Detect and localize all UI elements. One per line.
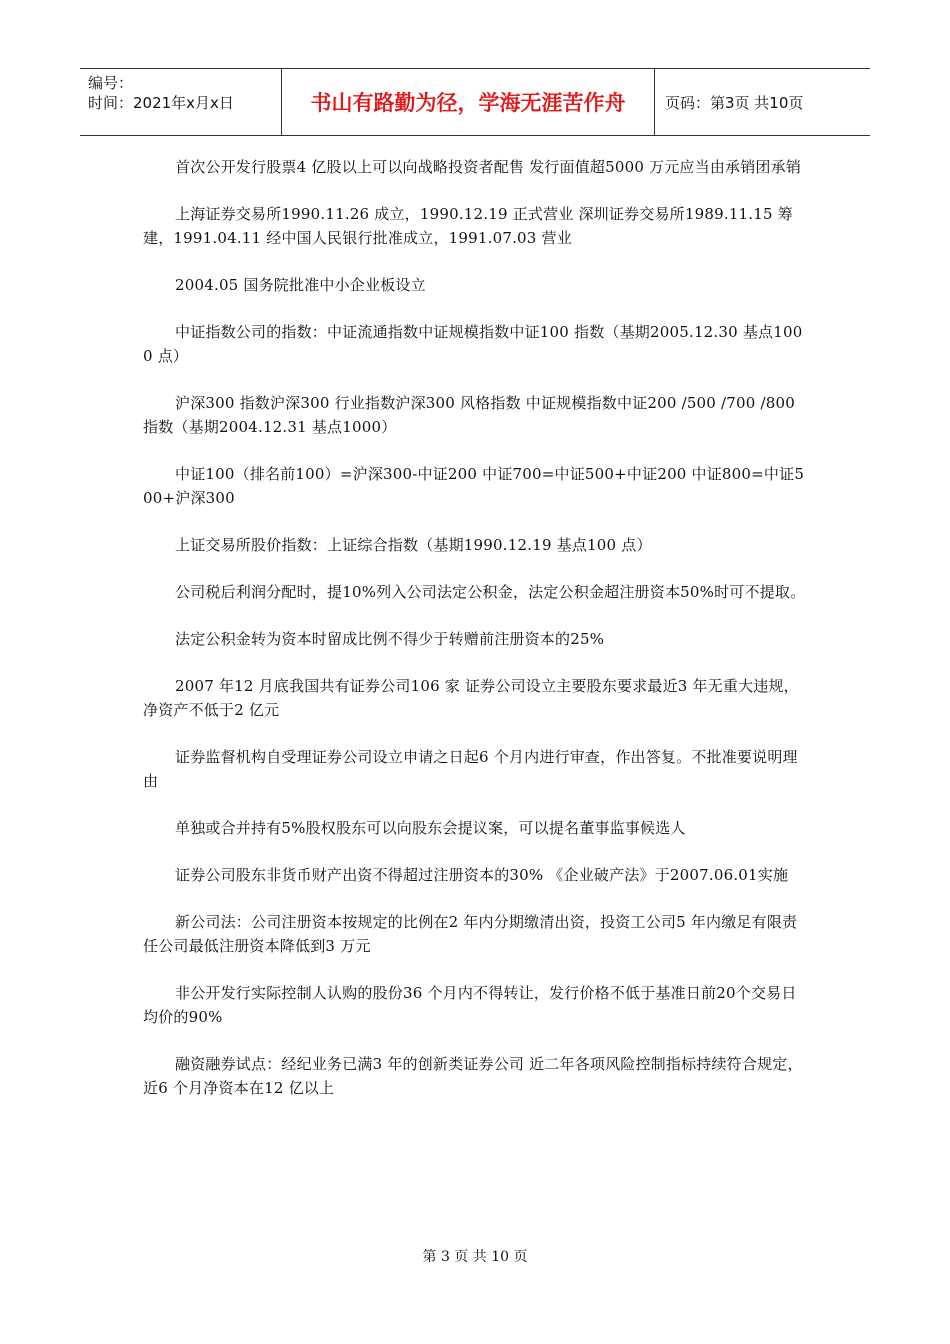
- paragraph: 法定公积金转为资本时留成比例不得少于转赠前注册资本的25%: [175, 630, 605, 648]
- page-footer: 第 3 页 共 10 页: [422, 1249, 528, 1265]
- paragraph: 中证100（排名前100）=沪深300-中证200 中证700=中证500+中证200 中证800=中证500+沪深300: [143, 465, 805, 507]
- header-meta: [80, 69, 282, 135]
- paragraph: 证券监督机构自受理证券公司设立申请之日起6 个月内进行审查，作出答复。不批准要说明理由: [143, 748, 798, 790]
- document-date: 时间：2021年x月x日: [88, 94, 234, 112]
- paragraph: 上证交易所股价指数：上证综合指数（基期1990.12.19 基点100 点）: [175, 536, 652, 554]
- paragraph: 首次公开发行股票4 亿股以上可以向战略投资者配售 发行面值超5000 万元应当由承销团承销: [175, 158, 802, 176]
- paragraph: 融资融券试点：经纪业务已满3 年的创新类证券公司 近二年各项风险控制指标持续符合规定，近6 个月净资本在12 亿以上: [143, 1055, 803, 1097]
- paragraph: 公司税后利润分配时，提10%列入公司法定公积金，法定公积金超注册资本50%时可不提取。: [175, 583, 806, 601]
- paragraph: 2004.05 国务院批准中小企业板设立: [175, 276, 426, 294]
- paragraph: 上海证券交易所1990.11.26 成立，1990.12.19 正式营业 深圳证券交易所1989.11.15 筹建，1991.04.11 经中国人民银行批准成立，1991.07.03 营业: [143, 205, 793, 247]
- document-body: [143, 155, 808, 1123]
- paragraph: 中证指数公司的指数：中证流通指数中证规模指数中证100 指数（基期2005.12.30 基点1000 点）: [143, 323, 803, 365]
- paragraph: 2007 年12 月底我国共有证券公司106 家 证券公司设立主要股东要求最近3 年无重大违规，净资产不低于2 亿元: [143, 677, 799, 719]
- paragraph: 单独或合并持有5%股权股东可以向股东会提议案，可以提名董事监事候选人: [175, 819, 686, 837]
- header-motto: 书山有路勤为径，学海无涯苦作舟: [282, 69, 655, 135]
- document-number-label: 编号：: [88, 74, 134, 92]
- paragraph: 新公司法：公司注册资本按规定的比例在2 年内分期缴清出资，投资工公司5 年内缴足有限责任公司最低注册资本降低到3 万元: [143, 913, 798, 955]
- paragraph: 沪深300 指数沪深300 行业指数沪深300 风格指数 中证规模指数中证200 /500 /700 /800 指数（基期2004.12.31 基点1000）: [143, 394, 795, 436]
- paragraph: 非公开发行实际控制人认购的股份36 个月内不得转让，发行价格不低于基准日前20个交易日均价的90%: [143, 984, 797, 1026]
- paragraph: 证券公司股东非货币财产出资不得超过注册资本的30% 《企业破产法》于2007.06.01实施: [175, 866, 789, 884]
- header-page-info: 页码：第3页 共10页: [665, 93, 804, 112]
- page-header: [80, 68, 870, 136]
